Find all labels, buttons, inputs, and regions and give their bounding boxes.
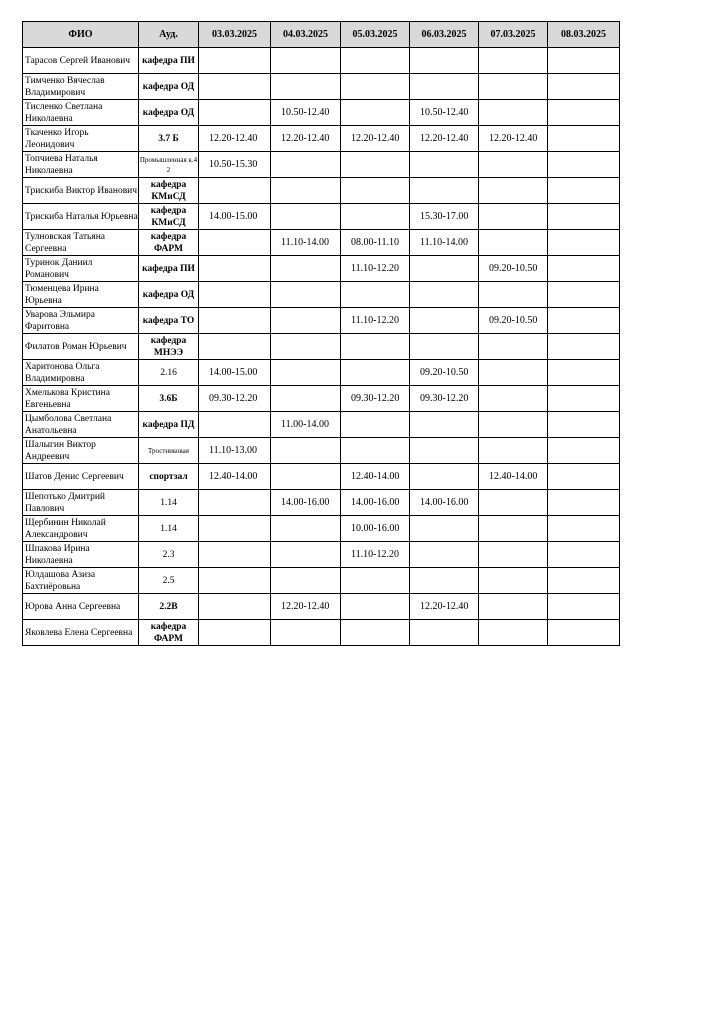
time-slot-cell (479, 230, 548, 256)
time-slot-cell: 14.00-16.00 (271, 490, 341, 516)
time-slot-cell (271, 360, 341, 386)
time-slot-cell (199, 334, 271, 360)
time-slot-cell (548, 178, 620, 204)
teacher-name: Шатов Денис Сергеевич (23, 464, 139, 490)
time-slot-cell (271, 308, 341, 334)
time-slot-cell (341, 438, 410, 464)
time-slot-cell (271, 620, 341, 646)
time-slot-cell (199, 516, 271, 542)
room-cell: кафедра ФАРМ (139, 230, 199, 256)
column-header-room: Ауд. (139, 22, 199, 48)
time-slot-cell (341, 178, 410, 204)
time-slot-cell (548, 542, 620, 568)
teacher-name: Ткаченко Игорь Леонидович (23, 126, 139, 152)
teacher-name: Харитонова Ольга Владимировна (23, 360, 139, 386)
time-slot-cell (199, 256, 271, 282)
time-slot-cell (479, 152, 548, 178)
time-slot-cell (199, 48, 271, 74)
time-slot-cell (271, 74, 341, 100)
time-slot-cell (548, 594, 620, 620)
time-slot-cell: 11.10-14.00 (410, 230, 479, 256)
table-row (23, 568, 620, 594)
time-slot-cell (341, 100, 410, 126)
time-slot-cell (341, 152, 410, 178)
table-row (23, 74, 620, 100)
table-row (23, 412, 620, 438)
teacher-name: Трискиба Наталья Юрьевна (23, 204, 139, 230)
time-slot-cell: 10.50-12.40 (410, 100, 479, 126)
teacher-name: Шпакова Ирина Николаевна (23, 542, 139, 568)
table-row (23, 620, 620, 646)
time-slot-cell (548, 568, 620, 594)
time-slot-cell: 09.30-12.20 (199, 386, 271, 412)
time-slot-cell (410, 438, 479, 464)
room-cell: кафедра ОД (139, 100, 199, 126)
time-slot-cell (341, 568, 410, 594)
time-slot-cell (548, 308, 620, 334)
room-cell: кафедра МНЭЭ (139, 334, 199, 360)
time-slot-cell (271, 568, 341, 594)
room-cell: кафедра ПД (139, 412, 199, 438)
time-slot-cell: 14.00-16.00 (410, 490, 479, 516)
time-slot-cell (341, 412, 410, 438)
time-slot-cell: 11.10-12.20 (341, 256, 410, 282)
teacher-name: Юрова Анна Сергеевна (23, 594, 139, 620)
time-slot-cell (548, 100, 620, 126)
time-slot-cell: 12.20-12.40 (410, 126, 479, 152)
time-slot-cell (479, 178, 548, 204)
time-slot-cell (341, 594, 410, 620)
column-header-date: 07.03.2025 (479, 22, 548, 48)
time-slot-cell (341, 204, 410, 230)
time-slot-cell (479, 334, 548, 360)
room-cell: кафедра ПИ (139, 256, 199, 282)
time-slot-cell (271, 48, 341, 74)
time-slot-cell (479, 568, 548, 594)
room-cell: 3.7 Б (139, 126, 199, 152)
time-slot-cell (548, 204, 620, 230)
room-cell: кафедра ОД (139, 74, 199, 100)
room-cell: 3.6Б (139, 386, 199, 412)
room-cell: 2.5 (139, 568, 199, 594)
time-slot-cell (479, 594, 548, 620)
time-slot-cell: 10.00-16.00 (341, 516, 410, 542)
room-cell: Промышленная к.4 2 (139, 152, 199, 178)
table-row (23, 178, 620, 204)
table-row (23, 230, 620, 256)
time-slot-cell (548, 360, 620, 386)
time-slot-cell (479, 516, 548, 542)
time-slot-cell (548, 230, 620, 256)
time-slot-cell: 09.20-10.50 (479, 256, 548, 282)
teacher-name: Цымболова Светлана Анатольевна (23, 412, 139, 438)
time-slot-cell (410, 568, 479, 594)
time-slot-cell (199, 308, 271, 334)
teacher-name: Яковлева Елена Сергеевна (23, 620, 139, 646)
time-slot-cell (548, 48, 620, 74)
room-cell: кафедра КМиСД (139, 178, 199, 204)
time-slot-cell (548, 438, 620, 464)
time-slot-cell (548, 74, 620, 100)
table-row (23, 152, 620, 178)
column-header-date: 03.03.2025 (199, 22, 271, 48)
time-slot-cell: 14.00-15.00 (199, 204, 271, 230)
time-slot-cell (271, 152, 341, 178)
time-slot-cell: 09.30-12.20 (341, 386, 410, 412)
time-slot-cell (548, 412, 620, 438)
time-slot-cell (199, 74, 271, 100)
time-slot-cell (479, 282, 548, 308)
time-slot-cell (199, 412, 271, 438)
time-slot-cell (479, 386, 548, 412)
time-slot-cell (548, 126, 620, 152)
time-slot-cell (341, 360, 410, 386)
time-slot-cell (410, 152, 479, 178)
time-slot-cell (199, 100, 271, 126)
time-slot-cell (410, 308, 479, 334)
teacher-name: Шалыгин Виктор Андреевич (23, 438, 139, 464)
time-slot-cell (479, 48, 548, 74)
teacher-name: Тимченко Вячеслав Владимирович (23, 74, 139, 100)
teacher-name: Тулновская Татьяна Сергеевна (23, 230, 139, 256)
column-header-date: 06.03.2025 (410, 22, 479, 48)
header-row (23, 22, 620, 48)
time-slot-cell (199, 178, 271, 204)
time-slot-cell (479, 620, 548, 646)
time-slot-cell: 09.20-10.50 (410, 360, 479, 386)
table-row (23, 490, 620, 516)
time-slot-cell (199, 594, 271, 620)
room-cell: 2.3 (139, 542, 199, 568)
time-slot-cell: 09.30-12.20 (410, 386, 479, 412)
room-cell: кафедра ПИ (139, 48, 199, 74)
time-slot-cell (548, 464, 620, 490)
time-slot-cell (548, 490, 620, 516)
time-slot-cell (479, 360, 548, 386)
time-slot-cell (199, 620, 271, 646)
time-slot-cell: 12.20-12.40 (410, 594, 479, 620)
room-cell: кафедра ФАРМ (139, 620, 199, 646)
time-slot-cell (479, 100, 548, 126)
schedule-table (22, 21, 620, 646)
table-row (23, 438, 620, 464)
time-slot-cell: 12.40-14.00 (479, 464, 548, 490)
time-slot-cell (479, 490, 548, 516)
table-row (23, 100, 620, 126)
room-cell: кафедра ТО (139, 308, 199, 334)
time-slot-cell (341, 74, 410, 100)
table-row (23, 594, 620, 620)
time-slot-cell (410, 74, 479, 100)
column-header-name: ФИО (23, 22, 139, 48)
teacher-name: Шепотько Дмитрий Павлович (23, 490, 139, 516)
time-slot-cell (548, 152, 620, 178)
room-cell: 2.2В (139, 594, 199, 620)
time-slot-cell: 12.20-12.40 (479, 126, 548, 152)
time-slot-cell (271, 542, 341, 568)
time-slot-cell: 08.00-11.10 (341, 230, 410, 256)
time-slot-cell (341, 334, 410, 360)
teacher-name: Топчиева Наталья Николаевна (23, 152, 139, 178)
time-slot-cell (479, 542, 548, 568)
time-slot-cell (410, 516, 479, 542)
teacher-name: Филатов Роман Юрьевич (23, 334, 139, 360)
column-header-date: 04.03.2025 (271, 22, 341, 48)
table-row (23, 282, 620, 308)
teacher-name: Трискиба Виктор Иванович (23, 178, 139, 204)
time-slot-cell: 10.50-12.40 (271, 100, 341, 126)
teacher-name: Уварова Эльмира Фаритовна (23, 308, 139, 334)
time-slot-cell (199, 568, 271, 594)
room-cell: спортзал (139, 464, 199, 490)
time-slot-cell (271, 438, 341, 464)
time-slot-cell (410, 256, 479, 282)
time-slot-cell: 11.00-14.00 (271, 412, 341, 438)
room-cell: Тростниковая (139, 438, 199, 464)
time-slot-cell (271, 178, 341, 204)
time-slot-cell (199, 230, 271, 256)
table-row (23, 204, 620, 230)
time-slot-cell (548, 256, 620, 282)
table-row (23, 334, 620, 360)
time-slot-cell: 12.40-14.00 (341, 464, 410, 490)
time-slot-cell (410, 464, 479, 490)
time-slot-cell (271, 516, 341, 542)
table-row (23, 48, 620, 74)
time-slot-cell (548, 516, 620, 542)
table-row (23, 386, 620, 412)
time-slot-cell: 09.20-10.50 (479, 308, 548, 334)
table-row (23, 256, 620, 282)
time-slot-cell (410, 282, 479, 308)
room-cell: кафедра ОД (139, 282, 199, 308)
time-slot-cell: 12.20-12.40 (341, 126, 410, 152)
teacher-name: Тюменцева Ирина Юрьевна (23, 282, 139, 308)
teacher-name: Тарасов Сергей Иванович (23, 48, 139, 74)
time-slot-cell: 14.00-16.00 (341, 490, 410, 516)
time-slot-cell (548, 620, 620, 646)
room-cell: 1.14 (139, 490, 199, 516)
time-slot-cell: 12.20-12.40 (271, 594, 341, 620)
time-slot-cell (341, 48, 410, 74)
time-slot-cell: 12.40-14.00 (199, 464, 271, 490)
time-slot-cell (479, 204, 548, 230)
table-row (23, 308, 620, 334)
room-cell: 1.14 (139, 516, 199, 542)
time-slot-cell (410, 412, 479, 438)
time-slot-cell: 12.20-12.40 (271, 126, 341, 152)
time-slot-cell (271, 204, 341, 230)
time-slot-cell: 10.50-15.30 (199, 152, 271, 178)
schedule-body (23, 48, 620, 646)
room-cell: 2.16 (139, 360, 199, 386)
time-slot-cell: 11.10-12.20 (341, 542, 410, 568)
time-slot-cell (271, 282, 341, 308)
time-slot-cell: 15.30-17.00 (410, 204, 479, 230)
teacher-name: Тисленко Светлана Николаевна (23, 100, 139, 126)
table-row (23, 464, 620, 490)
time-slot-cell (341, 620, 410, 646)
time-slot-cell: 14.00-15.00 (199, 360, 271, 386)
time-slot-cell (199, 282, 271, 308)
time-slot-cell (548, 334, 620, 360)
time-slot-cell (410, 334, 479, 360)
table-row (23, 516, 620, 542)
time-slot-cell (410, 620, 479, 646)
teacher-name: Хмелькова Кристина Евгеньевна (23, 386, 139, 412)
column-header-date: 08.03.2025 (548, 22, 620, 48)
time-slot-cell: 12.20-12.40 (199, 126, 271, 152)
time-slot-cell: 11.10-14.00 (271, 230, 341, 256)
time-slot-cell (271, 386, 341, 412)
column-header-date: 05.03.2025 (341, 22, 410, 48)
time-slot-cell (548, 386, 620, 412)
time-slot-cell (410, 542, 479, 568)
time-slot-cell (410, 48, 479, 74)
table-row (23, 360, 620, 386)
time-slot-cell (479, 438, 548, 464)
time-slot-cell: 11.10-13.00 (199, 438, 271, 464)
time-slot-cell (479, 412, 548, 438)
time-slot-cell (271, 334, 341, 360)
time-slot-cell (341, 282, 410, 308)
room-cell: кафедра КМиСД (139, 204, 199, 230)
teacher-name: Щербинин Николай Александрович (23, 516, 139, 542)
time-slot-cell (479, 74, 548, 100)
table-row (23, 126, 620, 152)
time-slot-cell (271, 256, 341, 282)
time-slot-cell (410, 178, 479, 204)
time-slot-cell: 11.10-12.20 (341, 308, 410, 334)
table-row (23, 542, 620, 568)
time-slot-cell (199, 542, 271, 568)
time-slot-cell (548, 282, 620, 308)
teacher-name: Туринок Даниил Романович (23, 256, 139, 282)
time-slot-cell (271, 464, 341, 490)
time-slot-cell (199, 490, 271, 516)
teacher-name: Юлдашова Азиза Бахтиёровьна (23, 568, 139, 594)
